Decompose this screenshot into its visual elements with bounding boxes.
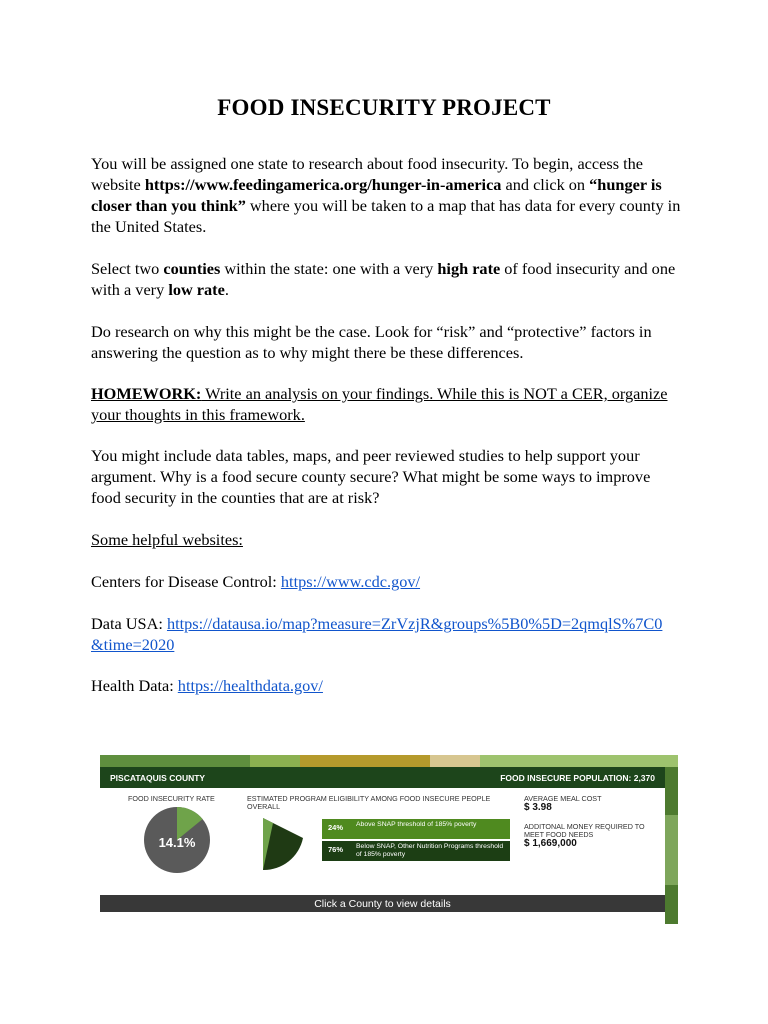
county-infographic	[100, 755, 678, 924]
meal-cost-label: AVERAGE MEAL COST	[524, 794, 602, 803]
datausa-label: Data USA:	[91, 614, 167, 633]
eligibility-label: ESTIMATED PROGRAM ELIGIBILITY AMONG FOOD INSECURE PEOPLE OVERALL	[247, 794, 491, 811]
click-county-button[interactable]: Click a County to view details	[100, 895, 665, 912]
county-name: PISCATAQUIS COUNTY	[110, 772, 206, 783]
datausa-link[interactable]: https://datausa.io/map?measure=ZrVzjR&groups%5B0%5D=2qmqlS%7C0&time=2020	[91, 614, 663, 654]
above-snap-text: Above SNAP threshold of 185% poverty	[356, 821, 477, 828]
cdc-label: Centers for Disease Control:	[91, 572, 281, 591]
map-edge	[665, 815, 678, 885]
healthdata-link-line	[91, 675, 681, 696]
homework-label: HOMEWORK:	[91, 384, 202, 403]
above-snap-pct: 24%	[328, 823, 344, 832]
additional-money-label: ADDITONAL MONEY REQUIRED TO MEET FOOD NEEDS	[524, 822, 645, 839]
feeding-america-url: https://www.feedingamerica.org/hunger-in-america	[144, 175, 502, 194]
above-snap-bar	[322, 819, 510, 839]
intro-text-3: where you will be taken to a map that has data for every county in the United States.	[91, 196, 681, 236]
intro-text-2: and click on	[501, 175, 590, 194]
hunger-closer-phrase: “hunger is closer than you think”	[91, 175, 662, 215]
select-paragraph	[91, 258, 681, 300]
additional-money-value: $ 1,669,000	[524, 838, 577, 849]
datausa-link-line	[91, 613, 671, 655]
infographic-bottom-band	[100, 912, 665, 924]
rate-value: 14.1%	[158, 835, 196, 850]
page-title: FOOD INSECURITY PROJECT	[217, 95, 551, 120]
eligibility-wedge-icon	[261, 816, 305, 872]
select-bold-high-rate: high rate	[437, 259, 501, 278]
homework-text: Write an analysis on your findings. While this is NOT a CER, organize your thoughts in this framework.	[91, 384, 668, 424]
research-paragraph: Do research on why this might be the case. Look for “risk” and “protective” factors in answering the question as to why might there be these differences.	[91, 322, 652, 362]
rate-label: FOOD INSECURITY RATE	[128, 794, 215, 803]
helpful-websites-heading: Some helpful websites:	[91, 530, 243, 549]
healthdata-label: Health Data:	[91, 676, 178, 695]
healthdata-link[interactable]: https://healthdata.gov/	[177, 676, 323, 695]
meal-cost-value: $ 3.98	[524, 802, 552, 813]
select-bold-low-rate: low rate	[168, 280, 225, 299]
cdc-link[interactable]: https://www.cdc.gov/	[280, 572, 421, 591]
select-text-2: within the state: one with a very	[220, 259, 438, 278]
map-stripe	[300, 755, 450, 767]
below-snap-bar	[322, 841, 510, 861]
include-paragraph: You might include data tables, maps, and peer reviewed studies to help support your argument. Why is a food secure county secure? What might be some ways to improve food security in the counties that are at risk?	[91, 446, 651, 507]
below-snap-pct: 76%	[328, 845, 344, 854]
county-header	[100, 767, 665, 788]
select-text-4: .	[224, 280, 229, 299]
select-bold-counties: counties	[163, 259, 221, 278]
cdc-link-line	[91, 571, 681, 592]
intro-text-1: You will be assigned one state to research about food insecurity. To begin, access the website	[91, 154, 643, 194]
map-stripe	[480, 755, 678, 767]
below-snap-text: Below SNAP, Other Nutrition Programs threshold of 185% poverty	[356, 843, 504, 858]
select-text-3: of food insecurity and one with a very	[91, 259, 676, 299]
food-insecure-population: FOOD INSECURE POPULATION: 2,370	[500, 772, 655, 783]
select-text-1: Select two	[91, 259, 164, 278]
insecurity-rate-pie	[143, 806, 211, 874]
homework-paragraph	[91, 383, 681, 425]
intro-paragraph	[91, 153, 681, 237]
county-details-panel	[100, 788, 665, 895]
